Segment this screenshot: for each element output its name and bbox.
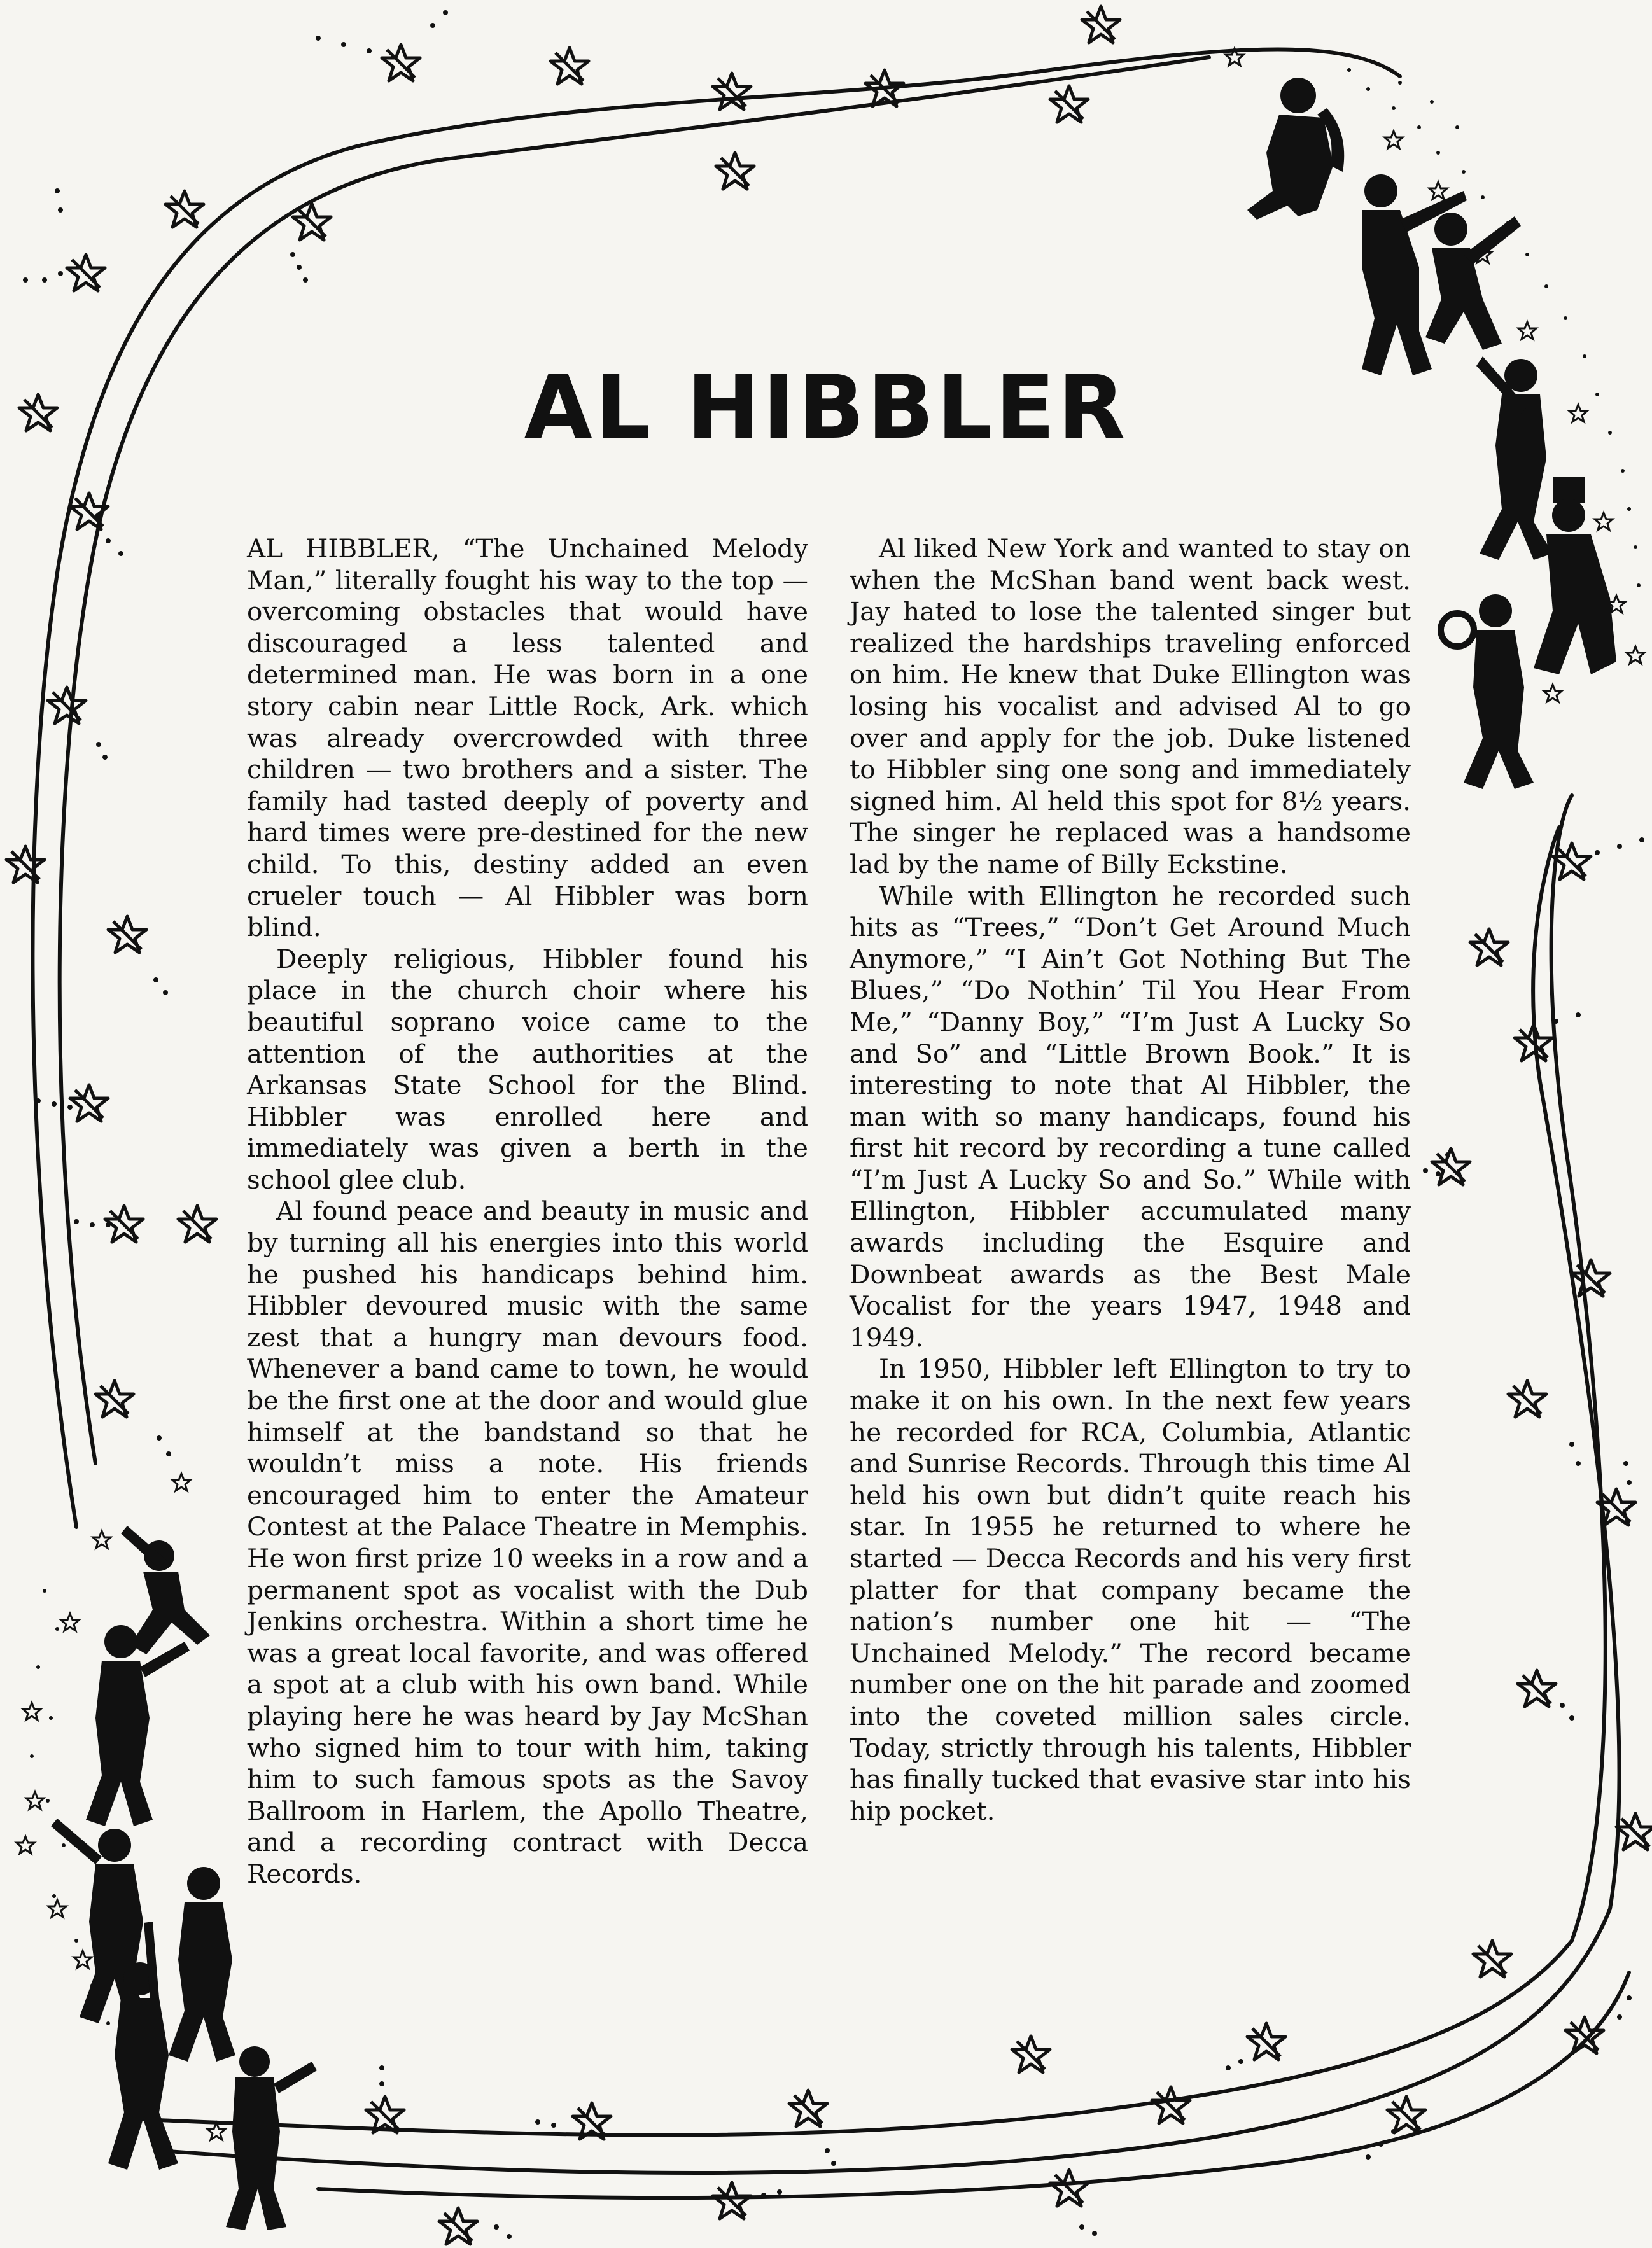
page-title: AL HIBBLER (524, 356, 1128, 459)
article-right-column (850, 533, 1411, 1827)
article-paragraph: Al found peace and beauty in music and by turning all his energies into this world he pushed his handicaps behind him. Hibbler devoured music with the same zest that a hungry man devours food. Whenever a band came to town, he would be the first one at the door and would glue himself at the bandstand so that he wouldn’t miss a note. His friends encouraged him to enter the Amateur Contest at the Palace Theatre in Memphis. He won first prize 10 weeks in a row and a permanent spot as vocalist with the Dub Jenkins orchestra. Within a short time he was a great local favorite, and was offered a spot at a club with his own band. While playing here he was heard by Jay McShan who signed him to tour with him, taking him to such famous spots as the Savoy Ballroom in Harlem, the Apollo Theatre, and a recording contract with Decca Records. (247, 1196, 808, 1889)
article-left-column (247, 533, 808, 1890)
article-paragraph: AL HIBBLER, “The Unchained Melody Man,” literally fought his way to the top — overcoming obstacles that would have discouraged a less talented and determined man. He was born in a one story cabin near Little Rock, Ark. which was already overcrowded with three children — two brothers and a sister. The family had tasted deeply of poverty and hard times were pre-destined for the new child. To this, destiny added an even crueler touch — Al Hibbler was born blind. (247, 533, 808, 943)
article-paragraph: In 1950, Hibbler left Ellington to try to make it on his own. In the next few years he recorded for RCA, Columbia, Atlantic and Sunrise Records. Through this time Al held his own but didn’t quite reach his star. In 1955 he returned to where he started — Decca Records and his very first platter for that company became the nation’s number one hit — “The Unchained Melody.” The record became number one on the hit parade and zoomed into the coveted million sales circle. Today, strictly through his talents, Hibbler has finally tucked that evasive star into his hip pocket. (850, 1353, 1411, 1826)
article-paragraph: Deeply religious, Hibbler found his place in the church choir where his beautiful soprano voice came to the attention of the authorities at the Arkansas State School for the Blind. Hibbler was enrolled here and immediately was given a berth in the school glee club. (247, 943, 808, 1195)
article-paragraph: While with Ellington he recorded such hits as “Trees,” “Don’t Get Around Much Anymore,” “I Ain’t Got Nothing But The Blues,” “Do Nothin’ Til You Hear From Me,” “Danny Boy,” “I’m Just A Lucky So and So” and “Little Brown Book.” It is interesting to note that Al Hibbler, the man with so many handicaps, found his first hit record by recording a tune called “I’m Just A Lucky So and So.” While with Ellington, Hibbler accumulated many awards including the Esquire and Downbeat awards as the Best Male Vocalist for the years 1947, 1948 and 1949. (850, 880, 1411, 1353)
article-paragraph: Al liked New York and wanted to stay on when the McShan band went back west. Jay hated to lose the talented singer but realized the hardships traveling enforced on him. He knew that Duke Ellington was losing his vocalist and advised Al to go over and apply for the job. Duke listened to Hibbler sing one song and immediately signed him. Al held this spot for 8½ years. The singer he replaced was a handsome lad by the name of Billy Eckstine. (850, 533, 1411, 879)
